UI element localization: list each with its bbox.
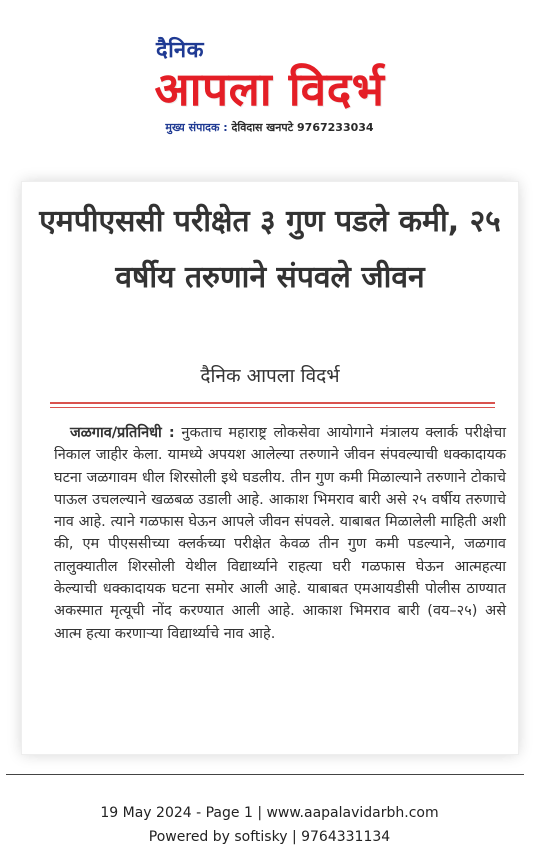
footer-powered-by: Powered by softisky | 9764331134 bbox=[148, 829, 391, 845]
article-dateline: जळगाव/प्रतिनिधी : bbox=[70, 425, 175, 441]
footer-date-page-url: 19 May 2024 - Page 1 | www.aapalavidarbh.com bbox=[100, 805, 439, 821]
article-body-text: नुकताच महाराष्ट्र लोकसेवा आयोगाने मंत्रालय क्लार्क परीक्षेचा निकाल जाहीर केला. यामध्ये अपयश आलेल्या तरुणाने जीवन संपवल्याची धक्कादायक घटना जळगावम धील शिरसोली इथे घडलीय. तीन गुण कमी मिळाल्याने तरुणाने टोकाचे पाऊल उचलल्याने खळबळ उडाली आहे. आकाश भिमराव बारी असे २५ वर्षीय तरुणाचे नाव आहे. त्याने गळफास घेऊन आपले जीवन संपवले. याबाबत मिळालेली माहिती अशी की, एम पीएससीच्या क्लर्कच्या परीक्षेत केवळ तीन गुण कमी पडल्याने, जळगाव तालुक्यातील शिरसोली येथील विद्यार्थ्याने राहत्या घरी गळफास घेऊन आत्महत्या केल्याची धक्कादायक घटना समोर आली आहे. याबाबत एमआयडीसी पोलीस ठाण्यात अकस्मात मृत्यूची नोंद करण्यात आली आहे. आकाश भिमराव बारी (वय–२५) असे आत्म हत्या करणाऱ्या विद्यार्थ्याचे नाव आहे. bbox=[54, 425, 507, 642]
divider-rule bbox=[50, 402, 495, 404]
editor-role: मुख्य संपादक : bbox=[165, 121, 228, 134]
masthead-small-title: दैनिक bbox=[156, 38, 204, 63]
article-card bbox=[22, 182, 518, 754]
divider-rule-thin bbox=[50, 407, 495, 408]
masthead-editor-line bbox=[0, 120, 539, 136]
editor-name: देविदास खनपटे 9767233034 bbox=[231, 121, 374, 134]
masthead bbox=[0, 0, 539, 150]
article-body bbox=[54, 422, 506, 645]
footer-divider bbox=[6, 774, 524, 775]
article-headline: एमपीएससी परीक्षेत ३ गुण पडले कमी, २५ वर्षीय तरुणाने संपवले जीवन bbox=[39, 204, 501, 295]
masthead-title: आपला विदर्भ bbox=[154, 62, 385, 116]
article-source: दैनिक आपला विदर्भ bbox=[200, 365, 340, 387]
